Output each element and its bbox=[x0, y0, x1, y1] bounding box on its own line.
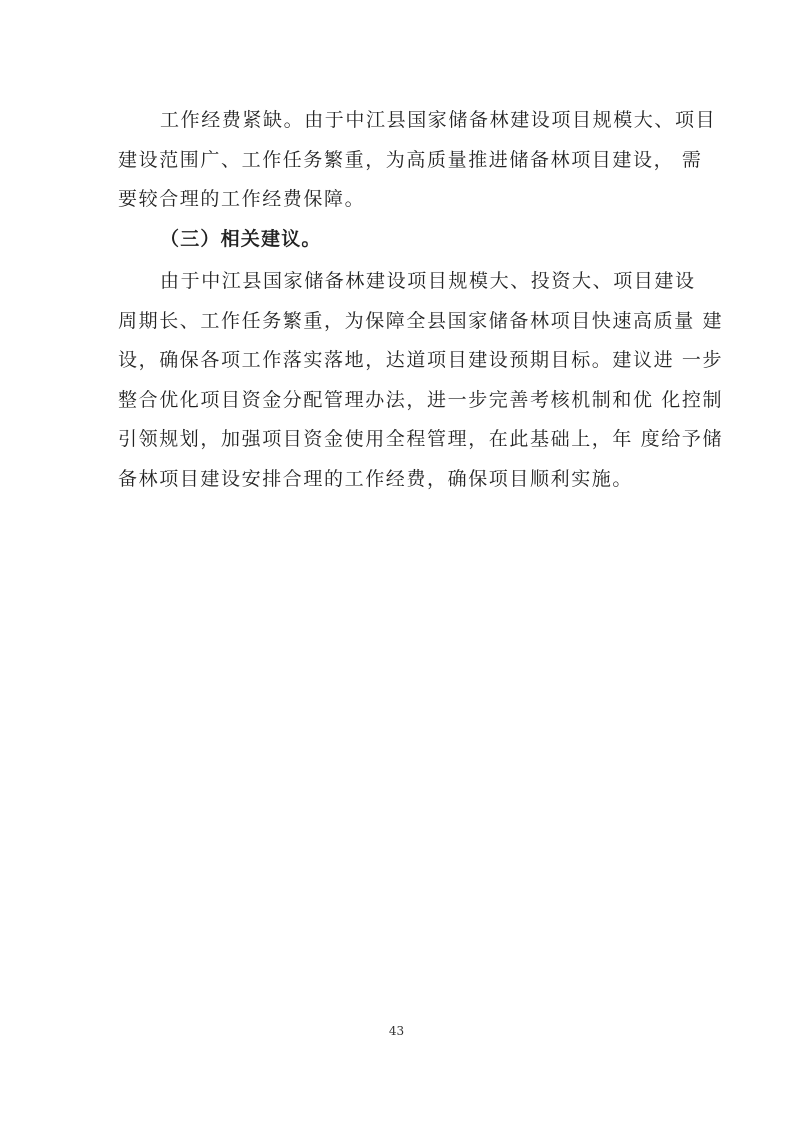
paragraph-line: 工作经费紧缺。由于中江县国家储备林建设项目规模大、项目 bbox=[160, 109, 717, 131]
paragraph-line: 整合优化项目资金分配管理办法，进一步完善考核机制和优 化控制 bbox=[118, 388, 724, 411]
page-number: 43 bbox=[388, 1024, 405, 1038]
paragraph-line: 备林项目建设安排合理的工作经费，确保项目顺利实施。 bbox=[118, 467, 634, 490]
section-heading: （三）相关建议。 bbox=[160, 228, 322, 250]
paragraph-line: 建设范围广、工作任务繁重，为高质量推进储备林项目建设， 需 bbox=[118, 148, 703, 171]
paragraph-line: 由于中江县国家储备林建设项目规模大、投资大、项目建设 bbox=[160, 270, 696, 292]
section-heading-block bbox=[118, 220, 678, 260]
paragraph-line: 设，确保各项工作落实落地，达道项目建设预期目标。建议进 一步 bbox=[118, 349, 724, 371]
paragraph-line: 周期长、工作任务繁重，为保障全县国家储备林项目快速高质量 建 bbox=[118, 309, 724, 332]
paragraph-work-funding bbox=[118, 101, 717, 220]
paragraph-suggestions bbox=[118, 262, 724, 499]
paragraph-line: 引领规划，加强项目资金使用全程管理，在此基础上，年 度给予储 bbox=[118, 428, 724, 450]
paragraph-line: 要较合理的工作经费保障。 bbox=[118, 188, 366, 210]
